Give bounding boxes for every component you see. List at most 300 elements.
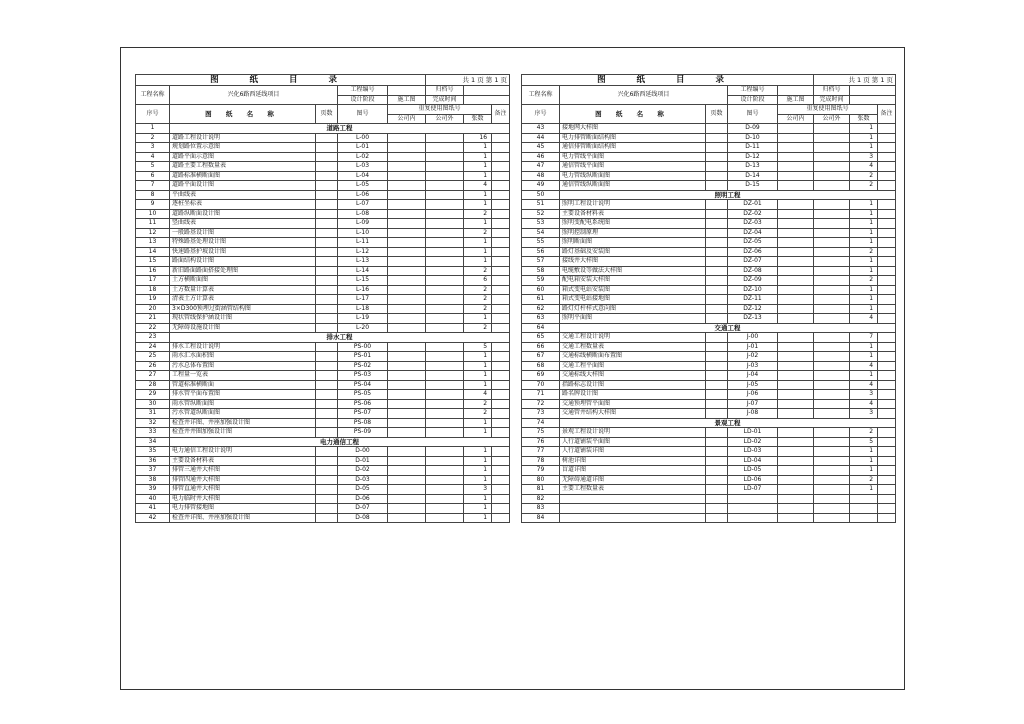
seq-cell: 13 — [136, 238, 170, 248]
sheet-count-cell: 1 — [464, 456, 492, 466]
page-info: 共 1 页 第 1 页 — [814, 75, 896, 86]
internal-cell — [778, 266, 814, 276]
internal-cell — [778, 181, 814, 191]
drawing-code-cell: DZ-13 — [728, 314, 778, 324]
drawing-name-cell: 排管三通井大样图 — [170, 466, 316, 476]
pages-cell — [316, 219, 338, 229]
pages-cell — [316, 399, 338, 409]
external-cell — [814, 171, 850, 181]
pages-cell — [316, 266, 338, 276]
drawing-name-cell: 无障碍通道详图 — [560, 475, 706, 485]
remark-cell — [878, 143, 896, 153]
remark-cell — [878, 219, 896, 229]
drawing-code-cell: J-01 — [728, 342, 778, 352]
external-cell — [426, 409, 464, 419]
pages-cell — [316, 209, 338, 219]
drawing-name-cell: 主要工程数量表 — [560, 485, 706, 495]
external-cell — [814, 466, 850, 476]
drawing-name-cell: 快速路基护坡设计图 — [170, 247, 316, 257]
sheet-count-cell: 2 — [464, 323, 492, 333]
remark-cell — [878, 133, 896, 143]
table-row — [522, 466, 896, 476]
pages-cell — [316, 200, 338, 210]
table-row — [522, 124, 896, 134]
sheet-count-cell: 1 — [464, 200, 492, 210]
table-row — [522, 475, 896, 485]
col-seq: 序号 — [522, 105, 560, 124]
internal-cell — [388, 361, 426, 371]
remark-cell — [492, 200, 510, 210]
remark-cell — [878, 485, 896, 495]
drawing-code-cell — [728, 494, 778, 504]
external-cell — [426, 133, 464, 143]
seq-cell: 46 — [522, 152, 560, 162]
external-cell — [426, 162, 464, 172]
pages-cell — [706, 361, 728, 371]
drawing-name-cell: 雨水管纵断面图 — [170, 399, 316, 409]
internal-cell — [388, 304, 426, 314]
section-row — [136, 333, 510, 343]
seq-cell: 9 — [136, 200, 170, 210]
drawing-code-cell: PS-08 — [338, 418, 388, 428]
seq-cell: 17 — [136, 276, 170, 286]
sheet-count-cell: 2 — [850, 171, 878, 181]
drawing-name-cell: 清表土方计算表 — [170, 295, 316, 305]
seq-cell: 73 — [522, 409, 560, 419]
remark-cell — [492, 513, 510, 523]
seq-cell: 7 — [136, 181, 170, 191]
pages-cell — [706, 513, 728, 523]
pages-cell — [706, 475, 728, 485]
project-name: 兴化6路西延线项目 — [560, 86, 728, 105]
internal-cell — [778, 285, 814, 295]
external-cell — [426, 295, 464, 305]
seq-cell: 4 — [136, 152, 170, 162]
drawing-name-cell: 通信管线平面图 — [560, 162, 706, 172]
external-cell — [426, 238, 464, 248]
table-row — [522, 219, 896, 229]
seq-cell: 51 — [522, 200, 560, 210]
internal-cell — [778, 257, 814, 267]
col-pages: 页数 — [706, 105, 728, 124]
remark-cell — [492, 409, 510, 419]
table-row — [136, 190, 510, 200]
drawing-name-cell: 路灯灯杆样式意向图 — [560, 304, 706, 314]
drawing-name-cell: 检查井详图、井座加强设计图 — [170, 513, 316, 523]
internal-cell — [778, 228, 814, 238]
remark-cell — [492, 304, 510, 314]
drawing-name-cell: 新旧路面路面搭接处理图 — [170, 266, 316, 276]
internal-cell — [778, 513, 814, 523]
remark-cell — [492, 266, 510, 276]
external-cell — [814, 200, 850, 210]
internal-cell — [778, 247, 814, 257]
pages-cell — [706, 399, 728, 409]
remark-cell — [878, 399, 896, 409]
sheet-count-cell: 1 — [464, 352, 492, 362]
drawing-name-cell: 道路主要工程数量表 — [170, 162, 316, 172]
sheet-count-cell: 4 — [850, 314, 878, 324]
seq-cell: 19 — [136, 295, 170, 305]
drawing-name-cell: 交通预埋管平面图 — [560, 399, 706, 409]
pages-cell — [316, 171, 338, 181]
pages-cell — [316, 342, 338, 352]
seq-cell: 58 — [522, 266, 560, 276]
drawing-name-cell: 交通标线横断面布置图 — [560, 352, 706, 362]
table-row — [522, 456, 896, 466]
table-row — [136, 304, 510, 314]
drawing-code-cell: L-07 — [338, 200, 388, 210]
external-cell — [426, 257, 464, 267]
sheet-count-cell: 4 — [464, 390, 492, 400]
remark-cell — [492, 456, 510, 466]
pages-cell — [316, 228, 338, 238]
seq-cell: 56 — [522, 247, 560, 257]
sheet-count-cell: 1 — [464, 371, 492, 381]
drawing-code-cell: D-08 — [338, 513, 388, 523]
drawing-code-cell: D-02 — [338, 466, 388, 476]
remark-cell — [492, 162, 510, 172]
external-cell — [814, 276, 850, 286]
pages-cell — [316, 314, 338, 324]
drawing-code-cell: DZ-04 — [728, 228, 778, 238]
table-row — [136, 409, 510, 419]
remark-cell — [492, 466, 510, 476]
drawing-name-cell: 照明控制原理 — [560, 228, 706, 238]
drawing-name-cell — [560, 504, 706, 514]
sheet-count-cell: 4 — [850, 162, 878, 172]
drawing-name-cell: 配电箱安装大样图 — [560, 276, 706, 286]
seq-cell: 27 — [136, 371, 170, 381]
table-row — [136, 219, 510, 229]
internal-cell — [778, 466, 814, 476]
remark-cell — [492, 371, 510, 381]
internal-cell — [778, 162, 814, 172]
pages-cell — [316, 285, 338, 295]
pages-cell — [706, 352, 728, 362]
internal-cell — [388, 475, 426, 485]
col-remark: 备注 — [492, 105, 510, 124]
remark-cell — [492, 447, 510, 457]
drawing-code-cell: PS-06 — [338, 399, 388, 409]
pages-cell — [316, 295, 338, 305]
seq-cell: 63 — [522, 314, 560, 324]
seq-cell: 75 — [522, 428, 560, 438]
pages-cell — [316, 380, 338, 390]
drawing-code-cell: DZ-05 — [728, 238, 778, 248]
sheet-count-cell: 2 — [464, 295, 492, 305]
drawing-name-cell: 电力管线纵断面图 — [560, 171, 706, 181]
seq-cell: 52 — [522, 209, 560, 219]
remark-cell — [492, 428, 510, 438]
external-cell — [426, 247, 464, 257]
drawing-code-cell: L-19 — [338, 314, 388, 324]
internal-cell — [388, 390, 426, 400]
sheet-count-cell: 2 — [464, 304, 492, 314]
table-row — [136, 181, 510, 191]
project-name: 兴化6路西延线项目 — [170, 86, 338, 105]
sheet-count-cell: 1 — [464, 466, 492, 476]
seq-cell: 8 — [136, 190, 170, 200]
drawing-code-cell: LD-01 — [728, 428, 778, 438]
drawing-name-cell: 盲道详图 — [560, 466, 706, 476]
pages-cell — [316, 447, 338, 457]
seq-cell: 37 — [136, 466, 170, 476]
pages-cell — [316, 494, 338, 504]
external-cell — [814, 447, 850, 457]
drawing-code-cell: DZ-02 — [728, 209, 778, 219]
pages-cell — [706, 333, 728, 343]
sheet-count-cell: 1 — [850, 219, 878, 229]
pages-cell — [706, 342, 728, 352]
table-row — [522, 171, 896, 181]
remark-cell — [878, 181, 896, 191]
sheet-count-cell: 1 — [464, 190, 492, 200]
table-row — [522, 304, 896, 314]
catalog-title: 图 纸 目 录 — [136, 75, 426, 86]
remark-cell — [878, 456, 896, 466]
drawing-code-cell: DZ-09 — [728, 276, 778, 286]
seq-cell: 45 — [522, 143, 560, 153]
remark-cell — [492, 228, 510, 238]
drawing-name-cell: 无障碍设施设计图 — [170, 323, 316, 333]
drawing-code-cell: J-00 — [728, 333, 778, 343]
seq-cell: 66 — [522, 342, 560, 352]
sheet-count-cell: 4 — [850, 361, 878, 371]
seq-cell: 81 — [522, 485, 560, 495]
drawing-name-cell: 指路标志设计图 — [560, 380, 706, 390]
seq-cell: 55 — [522, 238, 560, 248]
seq-cell: 50 — [522, 190, 560, 200]
drawing-code-cell: D-03 — [338, 475, 388, 485]
external-cell — [814, 247, 850, 257]
pages-cell — [706, 152, 728, 162]
file-no-label: 归档号 — [814, 86, 850, 96]
sheet-count-cell: 2 — [850, 475, 878, 485]
seq-cell: 80 — [522, 475, 560, 485]
finish-time-label: 完成时间 — [426, 95, 464, 105]
external-cell — [426, 447, 464, 457]
seq-cell: 68 — [522, 361, 560, 371]
external-cell — [814, 437, 850, 447]
drawing-name-cell: 照明变配电系统图 — [560, 219, 706, 229]
drawing-name-cell: 竖曲线表 — [170, 219, 316, 229]
external-cell — [814, 285, 850, 295]
internal-cell — [388, 380, 426, 390]
drawing-code-cell: J-02 — [728, 352, 778, 362]
sheet-count-cell: 3 — [464, 485, 492, 495]
drawing-name-cell: 人行道铺装详图 — [560, 447, 706, 457]
table-row — [522, 276, 896, 286]
external-cell — [426, 380, 464, 390]
sheet-count-cell: 6 — [464, 276, 492, 286]
drawing-code-cell: L-09 — [338, 219, 388, 229]
external-cell — [426, 266, 464, 276]
external-cell — [814, 352, 850, 362]
remark-cell — [878, 361, 896, 371]
catalog-panel-right — [521, 74, 895, 523]
sheet-count-cell: 1 — [850, 238, 878, 248]
sheet-count-cell: 1 — [850, 228, 878, 238]
table-row — [522, 238, 896, 248]
seq-cell: 20 — [136, 304, 170, 314]
drawing-code-cell: DZ-12 — [728, 304, 778, 314]
internal-cell — [778, 238, 814, 248]
sheet-count-cell: 1 — [850, 342, 878, 352]
drawing-code-cell: LD-03 — [728, 447, 778, 457]
internal-cell — [778, 399, 814, 409]
external-cell — [426, 475, 464, 485]
external-cell — [426, 504, 464, 514]
drawing-code-cell: PS-04 — [338, 380, 388, 390]
drawing-code-cell: PS-03 — [338, 371, 388, 381]
drawing-name-cell: 通信排管断面结构图 — [560, 143, 706, 153]
external-cell — [426, 219, 464, 229]
remark-cell — [878, 428, 896, 438]
drawing-name-cell: 逐桩坐标表 — [170, 200, 316, 210]
table-row — [136, 418, 510, 428]
seq-cell: 49 — [522, 181, 560, 191]
seq-cell: 77 — [522, 447, 560, 457]
section-row — [136, 124, 510, 134]
remark-cell — [878, 466, 896, 476]
sheet-count-cell: 1 — [464, 314, 492, 324]
seq-cell: 47 — [522, 162, 560, 172]
seq-cell: 5 — [136, 162, 170, 172]
pages-cell — [706, 124, 728, 134]
drawing-code-cell: J-06 — [728, 390, 778, 400]
pages-cell — [706, 285, 728, 295]
internal-cell — [778, 152, 814, 162]
table-row — [522, 152, 896, 162]
drawing-code-cell: DZ-06 — [728, 247, 778, 257]
external-cell — [814, 209, 850, 219]
external-cell — [814, 428, 850, 438]
drawing-name-cell: 电力排管断面结构图 — [560, 133, 706, 143]
drawing-code-cell: PS-00 — [338, 342, 388, 352]
internal-cell — [778, 409, 814, 419]
table-row — [136, 162, 510, 172]
sheet-count-cell — [850, 494, 878, 504]
drawing-code-cell: LD-05 — [728, 466, 778, 476]
sheet-count-cell: 1 — [464, 380, 492, 390]
drawing-code-cell: J-07 — [728, 399, 778, 409]
drawing-name-cell: 排管直通井大样图 — [170, 485, 316, 495]
internal-cell — [778, 437, 814, 447]
sheet-count-cell: 1 — [464, 418, 492, 428]
internal-cell — [778, 428, 814, 438]
remark-cell — [492, 247, 510, 257]
sheet-count-cell: 1 — [464, 219, 492, 229]
section-title: 景观工程 — [560, 418, 896, 428]
table-row — [522, 314, 896, 324]
drawing-name-cell: 平曲线表 — [170, 190, 316, 200]
pages-cell — [316, 371, 338, 381]
drawing-code-cell: L-20 — [338, 323, 388, 333]
internal-cell — [778, 276, 814, 286]
pages-cell — [706, 219, 728, 229]
sheet-count-cell: 5 — [464, 342, 492, 352]
sheet-count-cell: 1 — [464, 428, 492, 438]
drawing-name-cell: 土方数量计算表 — [170, 285, 316, 295]
col-drawing-no: 图号 — [338, 105, 388, 124]
pages-cell — [706, 304, 728, 314]
sheet-count-cell: 5 — [850, 437, 878, 447]
drawing-code-cell: PS-02 — [338, 361, 388, 371]
seq-cell: 70 — [522, 380, 560, 390]
drawing-code-cell: D-00 — [338, 447, 388, 457]
remark-cell — [492, 399, 510, 409]
internal-cell — [778, 295, 814, 305]
external-cell — [814, 143, 850, 153]
seq-cell: 36 — [136, 456, 170, 466]
external-cell — [814, 504, 850, 514]
design-stage-label: 设计阶段 — [728, 95, 778, 105]
sheet-count-cell: 1 — [464, 143, 492, 153]
table-row — [136, 361, 510, 371]
seq-cell: 11 — [136, 219, 170, 229]
internal-cell — [778, 133, 814, 143]
external-cell — [426, 152, 464, 162]
drawing-code-cell — [728, 513, 778, 523]
drawing-name-cell: 主要设备材料表 — [170, 456, 316, 466]
seq-cell: 38 — [136, 475, 170, 485]
table-row — [522, 494, 896, 504]
sheet-count-cell: 3 — [850, 390, 878, 400]
table-row — [136, 380, 510, 390]
remark-cell — [492, 314, 510, 324]
table-row — [136, 295, 510, 305]
internal-cell — [778, 494, 814, 504]
section-row — [522, 190, 896, 200]
seq-cell: 6 — [136, 171, 170, 181]
seq-cell: 35 — [136, 447, 170, 457]
section-title: 照明工程 — [560, 190, 896, 200]
drawing-name-cell: 检查井详图、井座加强设计图 — [170, 418, 316, 428]
remark-cell — [492, 209, 510, 219]
drawing-code-cell: DZ-03 — [728, 219, 778, 229]
drawing-code-cell: D-12 — [728, 152, 778, 162]
seq-cell: 69 — [522, 371, 560, 381]
remark-cell — [492, 133, 510, 143]
drawing-code-cell: D-14 — [728, 171, 778, 181]
drawing-name-cell: 交通管井结构大样图 — [560, 409, 706, 419]
drawing-name-cell: 接线井大样图 — [560, 257, 706, 267]
remark-cell — [492, 361, 510, 371]
external-cell — [426, 485, 464, 495]
drawing-code-cell: PS-01 — [338, 352, 388, 362]
section-row — [136, 437, 510, 447]
pages-cell — [316, 390, 338, 400]
col-seq: 序号 — [136, 105, 170, 124]
table-row — [522, 428, 896, 438]
table-row — [522, 390, 896, 400]
seq-cell: 59 — [522, 276, 560, 286]
table-row — [136, 352, 510, 362]
drawing-code-cell: DZ-07 — [728, 257, 778, 267]
design-stage: 施工图 — [388, 95, 426, 105]
pages-cell — [316, 513, 338, 523]
internal-cell — [778, 209, 814, 219]
external-cell — [426, 466, 464, 476]
pages-cell — [316, 133, 338, 143]
pages-cell — [706, 143, 728, 153]
remark-cell — [492, 352, 510, 362]
drawing-name-cell: 道路平面设计图 — [170, 181, 316, 191]
sheet-count-cell: 1 — [850, 143, 878, 153]
sheet-count-cell — [850, 513, 878, 523]
internal-cell — [388, 428, 426, 438]
